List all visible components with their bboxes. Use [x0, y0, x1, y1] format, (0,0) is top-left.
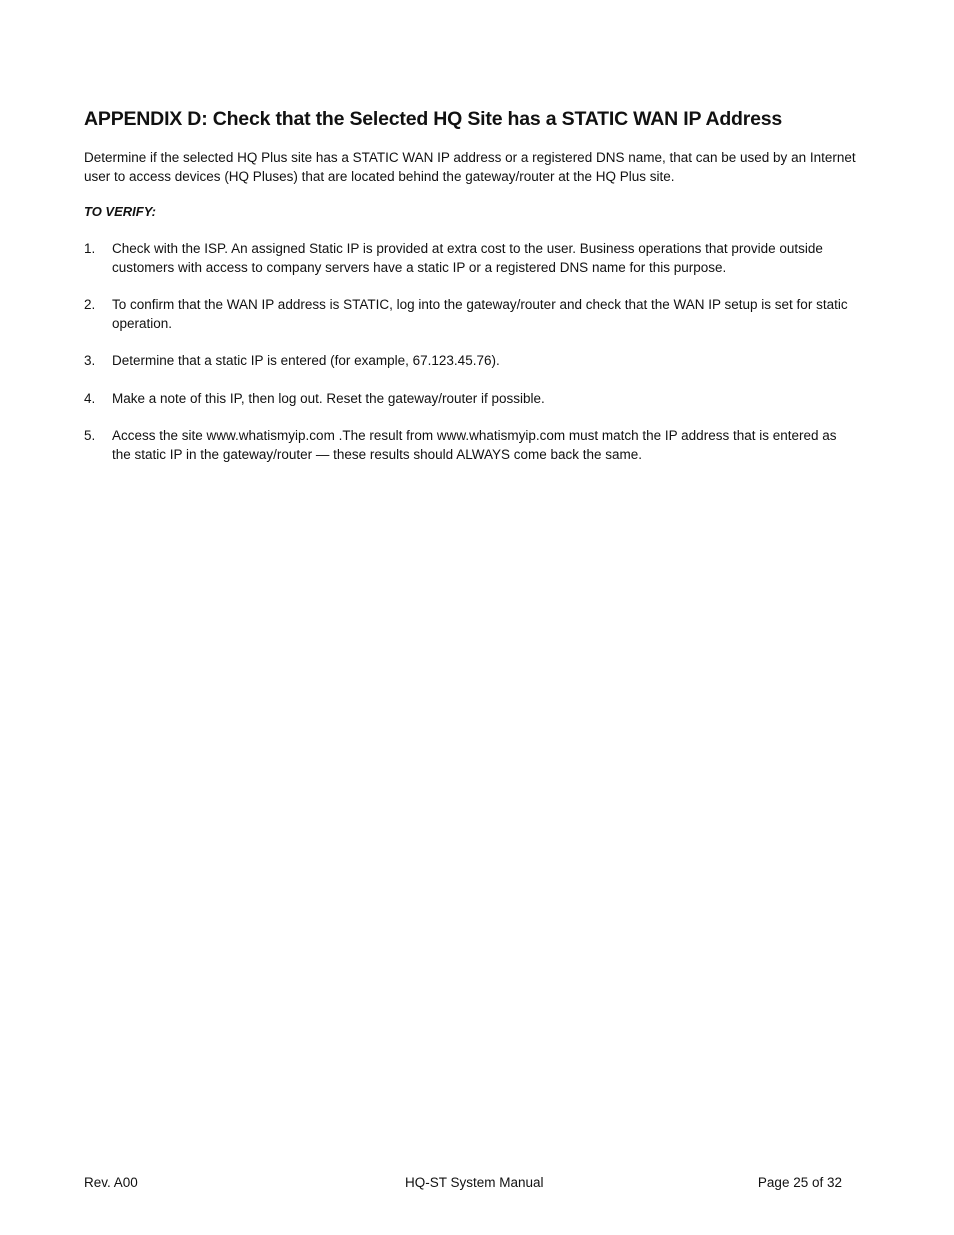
footer-page-number: Page 25 of 32: [757, 1175, 842, 1190]
step-text: Check with the ISP. An assigned Static IP is provided at extra cost to the user. Business operations that provide outside customers with access to company servers have a static IP or a registered DNS name for this purpose.: [112, 241, 823, 275]
step-item-1: [84, 240, 854, 277]
intro-paragraph: Determine if the selected HQ Plus site has a STATIC WAN IP address or a registered DNS name, that can be used by an Internet user to access devices (HQ Pluses) that are located behind the gateway/router at the HQ Plus site.: [84, 150, 856, 184]
verification-steps-list: [84, 240, 854, 483]
step-number: 3.: [84, 353, 96, 368]
step-text: To confirm that the WAN IP address is STATIC, log into the gateway/router and check that the WAN IP setup is set for static operation.: [112, 297, 848, 331]
step-number: 4.: [84, 390, 96, 406]
footer-manual-title: HQ-ST System Manual: [405, 1175, 544, 1190]
step-number: 5.: [84, 428, 96, 443]
step-item-2: [84, 296, 854, 333]
step-item-4: [84, 390, 854, 409]
step-item-3: [84, 352, 854, 371]
step-item-5: [84, 427, 854, 464]
footer-revision: Rev. A00: [84, 1175, 138, 1190]
step-text: Access the site www.whatismyip.com .The result from www.whatismyip.com must match the IP address that is entered as the static IP in the gateway/router — these results should ALWAYS come back the same.: [112, 428, 837, 462]
appendix-heading: APPENDIX D: Check that the Selected HQ Site has a STATIC WAN IP Address: [84, 108, 783, 130]
step-text: Make a note of this IP, then log out. Reset the gateway/router if possible.: [112, 390, 545, 406]
step-number: 2.: [84, 297, 96, 312]
step-text: Determine that a static IP is entered (for example, 67.123.45.76).: [112, 353, 500, 368]
step-number: 1.: [84, 241, 96, 256]
verify-label: TO VERIFY:: [84, 204, 156, 219]
